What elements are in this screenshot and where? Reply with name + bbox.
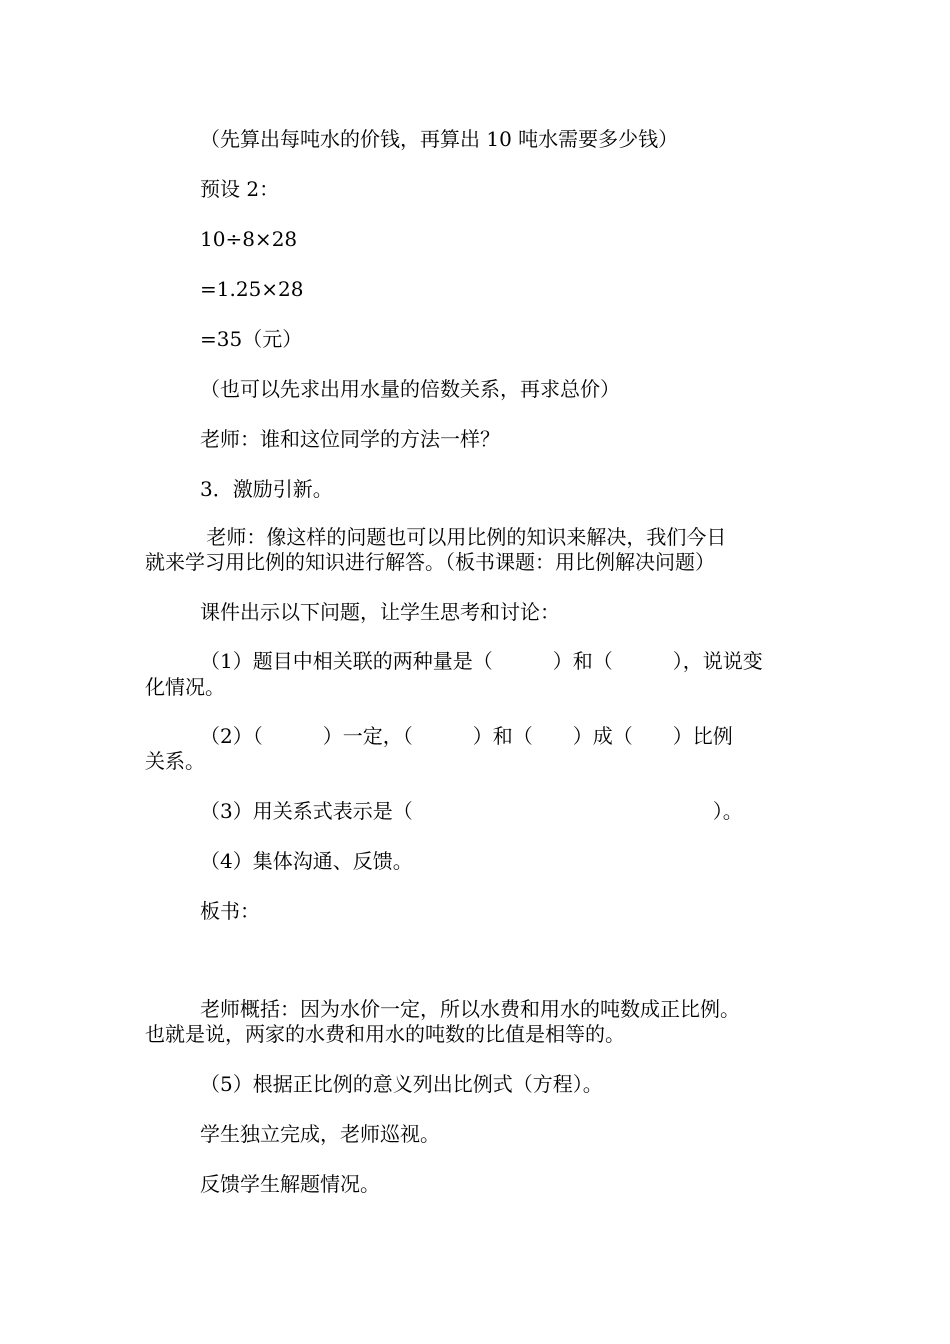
text-line: （也可以先求出用水量的倍数关系，再求总价）: [200, 377, 620, 401]
text-line: 老师：谁和这位同学的方法一样？: [200, 427, 500, 451]
question-line: （3）用关系式表示是（ ）。: [200, 799, 743, 823]
text-line: 反馈学生解题情况。: [200, 1172, 380, 1196]
question-line: 关系。: [145, 749, 205, 773]
question-line: （1）题目中相关联的两种量是（ ）和（ ），说说变: [200, 649, 763, 673]
text-line: 预设 2：: [200, 177, 280, 201]
paragraph-line: 老师概括：因为水价一定，所以水费和用水的吨数成正比例。: [200, 997, 740, 1021]
paragraph-line: 也就是说，两家的水费和用水的吨数的比值是相等的。: [145, 1022, 625, 1046]
text-line: 板书：: [200, 899, 260, 923]
paragraph-line: 老师：像这样的问题也可以用比例的知识来解决，我们今日: [200, 525, 727, 549]
question-line: （2）（ ）一定，（ ）和（ ）成（ ）比例: [200, 724, 733, 748]
question-line: （5）根据正比例的意义列出比例式（方程）。: [200, 1072, 603, 1096]
question-line: 化情况。: [145, 675, 225, 699]
text-line: （先算出每吨水的价钱，再算出 10 吨水需要多少钱）: [200, 127, 679, 151]
text-line: 学生独立完成，老师巡视。: [200, 1122, 440, 1146]
paragraph-line: 就来学习用比例的知识进行解答。（板书课题：用比例解决问题）: [145, 550, 715, 574]
formula-line: 10÷8×28: [200, 227, 298, 251]
formula-line: =35（元）: [200, 327, 303, 351]
text-line: 课件出示以下问题，让学生思考和讨论：: [200, 600, 560, 624]
formula-line: =1.25×28: [200, 277, 304, 301]
section-heading: 3．激励引新。: [200, 477, 333, 501]
question-line: （4）集体沟通、反馈。: [200, 849, 413, 873]
